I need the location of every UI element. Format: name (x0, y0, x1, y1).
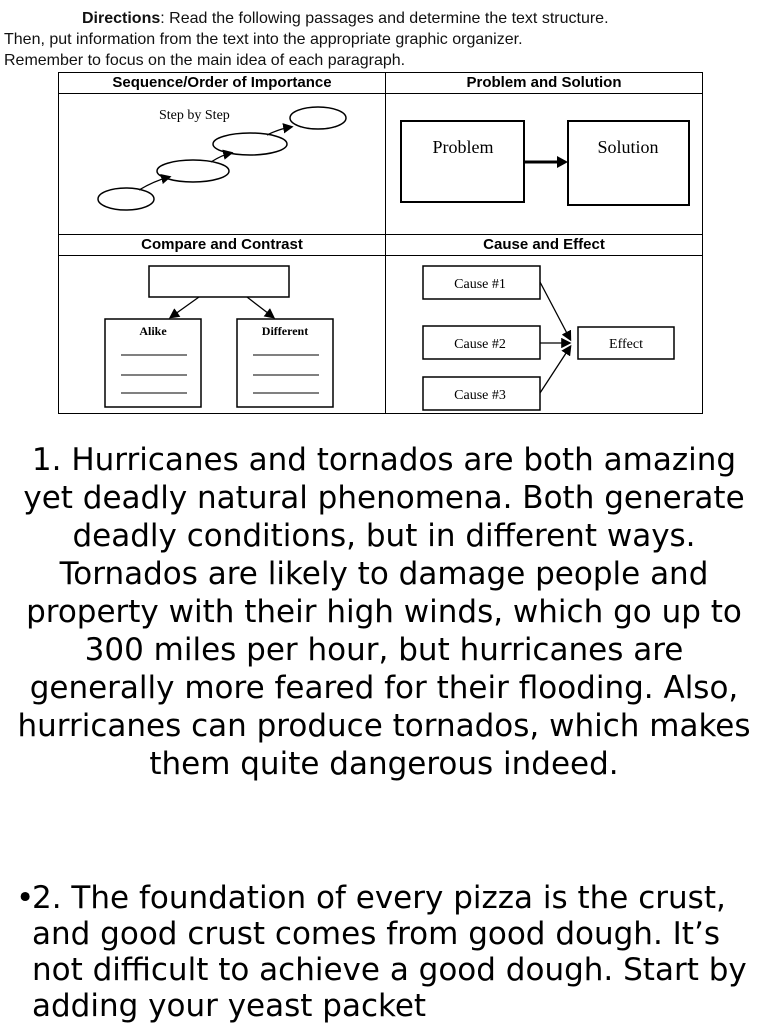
step-ellipse-3 (213, 133, 287, 155)
step-arrow-1 (139, 177, 169, 190)
cause-3-arrow (540, 347, 570, 393)
directions-label: Directions (82, 10, 161, 27)
problem-solution-diagram (401, 121, 689, 205)
directions (0, 8, 768, 71)
compare-contrast-heading: Compare and Contrast (59, 235, 385, 256)
graphic-organizer (58, 72, 703, 414)
cause-3-label: Cause #3 (454, 388, 506, 403)
alike-arrow (171, 297, 199, 317)
sequence-heading: Sequence/Order of Importance (59, 73, 385, 94)
different-arrow (247, 297, 273, 317)
solution-label: Solution (597, 137, 659, 157)
bullet-glyph: • (16, 880, 35, 916)
directions-line-3: Remember to focus on the main idea of each paragraph. (4, 52, 406, 69)
step-arrow-2 (211, 153, 231, 162)
compare-contrast-diagram (105, 266, 333, 407)
step-arrow-3 (267, 127, 291, 135)
alike-label: Alike (139, 324, 167, 338)
problem-solution-heading: Problem and Solution (386, 73, 702, 94)
step-ellipse-1 (98, 188, 154, 210)
different-label: Different (261, 324, 309, 338)
problem-solution-arrowhead (557, 156, 568, 168)
solution-box (568, 121, 689, 205)
organizer-diagrams (59, 73, 702, 413)
sequence-label: Step by Step (159, 108, 230, 123)
passage-2 (16, 880, 756, 1024)
directions-line-2: Then, put information from the text into the appropriate graphic organizer. (4, 31, 523, 48)
effect-label: Effect (609, 337, 643, 352)
cause-1-arrow (540, 282, 570, 339)
step-ellipse-4 (290, 107, 346, 129)
problem-label: Problem (432, 137, 494, 157)
passage-2-text: 2. The foundation of every pizza is the crust, and good crust comes from good dough. It’s not difficult to achieve a good dough. Start by adding your yeast packet (32, 880, 747, 1024)
directions-line-1: Directions: Read the following passages and determine the text structure. (82, 10, 609, 27)
cause-effect-heading: Cause and Effect (386, 235, 702, 256)
cause-2-label: Cause #2 (454, 337, 506, 352)
step-ellipse-2 (157, 160, 229, 182)
topic-box (149, 266, 289, 297)
cause-effect-diagram (423, 266, 674, 410)
passage-1: 1. Hurricanes and tornados are both amazing yet deadly natural phenomena. Both generate deadly conditions, but in different ways. Tornados are likely to damage people and property with their high winds, which go up to 300 miles per hour, but hurricanes are generally more feared for their flooding. Also, hurricanes can produce tornados, which makes them quite dangerous indeed. (17, 442, 751, 782)
sequence-diagram (98, 107, 346, 210)
cause-1-label: Cause #1 (454, 277, 506, 292)
problem-box (401, 121, 524, 202)
